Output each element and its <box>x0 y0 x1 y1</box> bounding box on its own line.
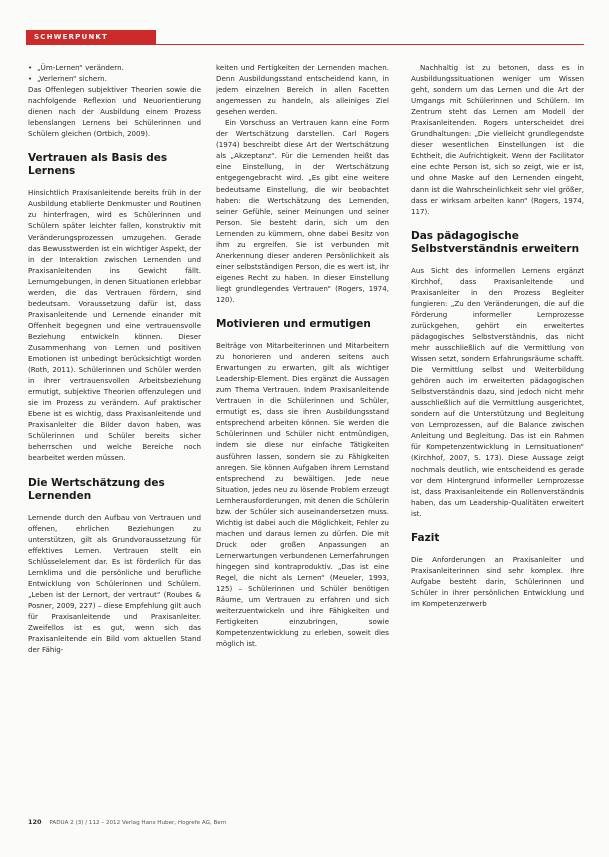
paragraph: Hinsichtlich Praxisanleitende bereits früh in der Ausbildung etablierte Denkmuster und Routinen zu hinterfragen, wird es Schülerinnen und Schülern später leichter fallen, konstruktiv mit Veränderungsprozessen umzugehen. Gerade das Bewusstwerden ist ein wichtiger Aspekt, der in der Interaktion zwischen Lernenden und Praxisanleitenden ins Gewicht fällt. Lernumgebungen, in denen Situationen erlebbar werden, die das Vertrauen fördern, sind bedeutsam. Voraussetzung dafür ist, dass Praxisanleitende und Lernende einander mit Offenheit begegnen und eine vertrauensvolle Beziehung entwickeln können. Dieser Zusammenhang von Lernen und positiven Emotionen ist unbedingt berücksichtigt worden (Roth, 2011). Schülerinnen und Schüler werden in ihrer vertrauensvollen Arbeitsbeziehung ermutigt, subjektive Theorien offenzulegen und sie im Prozess zu verändern. Auf praktischer Ebene ist es wichtig, dass Praxisanleitende und Praxisanleiter die Bilder davon haben, was Schülerinnen und Schüler bereits sicher beherrschen und welche Bereiche noch bearbeitet werden müssen. <box>28 188 202 463</box>
paragraph: Beiträge von Mitarbeiterinnen und Mitarbeitern zu honorieren und anderen seitens auch Erwartungen zu erwarten, gilt als wichtiger Leadership-Element. Dies ergänzt die Aussagen zum Thema Vertrauen. Indem Praxisanleitende Vertrauen in die Schülerinnen und Schüler, ermutigt es, dass sie ihren Ausbildungsstand entsprechend arbeiten können. Sie werden die Schülerinnen und Schüler nicht entmündigen, indem sie diese nur einfache Tätigkeiten ausführen lassen, sondern sie zu Fähigkeiten anregen. Sie können Aufgaben ihrem Lernstand entsprechend zu bewältigen. Jede neue Situation, jedes neu zu lösende Problem erzeugt Lernherausforderungen, mit denen die Schülerin bzw. der Schüler sich auseinandersetzen muss. Wichtig ist dabei auch die Möglichkeit, Fehler zu machen und daraus lernen zu dürfen. Die mit Druck oder großen Anpassungen an Lernerwartungen verbundenen Lernerfahrungen hingegen sind kontraproduktiv. „Das ist eine Regel, die nicht als Lernen“ (Meueler, 1993, 125) – Schülerinnen und Schüler benötigen Räume, um Vertrauen zu erfahren und sich weiterzuentwickeln und ihre Fähigkeiten und Fertigkeiten einzubringen, sowie Kompetenzentwicklung zu erleben, soweit dies möglich ist. <box>216 341 389 649</box>
section-label: SCHWERPUNKT <box>26 30 156 45</box>
section-heading: Motivieren und ermutigen <box>216 318 371 331</box>
section-heading: Vertrauen als Basis des Lernens <box>28 152 168 178</box>
column-3 <box>411 62 584 609</box>
paragraph: Nachhaltig ist zu betonen, dass es in Ausbildungssituationen weniger um Wissen geht, sondern um das Lernen und die Art der Umgangs mit Schülerinnen und Schülern. Im Zentrum steht das Lernen am Modell der Praxisanleitenden. Rogers unterscheidet drei Grundhaltungen: „Die vielleicht grundlegendste dieser wesentlichen Einstellungen ist die Echtheit, die Aufrichtigkeit. Wenn der Facilitator eine echte Person ist, sich so zeigt, wie er ist, und ohne Maske auf den Lernenden eingeht, dann ist die Wahrscheinlichkeit sehr viel größer, dass er wirksam arbeiten kann“ (Rogers, 1974, 117). <box>411 63 584 216</box>
column-2 <box>216 62 389 649</box>
paragraph: Die Anforderungen an Praxisanleiter und Praxisanleiterinnen sind sehr komplex. Ihre Aufgabe besteht darin, Schülerinnen und Schüler in ihrer persönlichen Entwicklung und im Kompetenzerwerb <box>411 554 584 608</box>
header-rule <box>156 44 584 45</box>
paragraph: keiten und Fertigkeiten der Lernenden machen. Denn Ausbildungsstand entscheidend kann, in jedem einzelnen Bereich in allen Facetten angemessen zu handeln, als alleiniges Ziel gesehen werden. <box>216 63 389 117</box>
footer-citation: PADUA 2 (3) / 112 – 2012 Verlag Hans Huber, Hogrefe AG, Bern <box>49 820 227 826</box>
bullet-list <box>28 62 201 84</box>
page-number: 120 <box>28 818 42 826</box>
bullet-item: • „Üm-Lernen“ verändern. <box>28 62 201 73</box>
section-heading: Das pädagogische Selbstverständnis erweitern <box>411 229 580 255</box>
column-1 <box>28 62 201 655</box>
page-footer <box>28 818 328 826</box>
paragraph: Das Offenlegen subjektiver Theorien sowie die nachfolgende Reflexion und Neuorientierung dienen nach der Ausbildung einem Prozess lebenslangen Lernens bei Schülerinnen und Schülern gleichen (Ortbich, 2009). <box>28 85 201 139</box>
paragraph: Lernende durch den Aufbau von Vertrauen und offenen, ehrlichen Beziehungen zu unterstützen, gilt als Grundvoraussetzung für effektives Lernen. Vertrauen stellt ein Schlüsselelement dar. Es ist förderlich für das Lernklima und die persönliche und berufliche Entwicklung von Schülerinnen und Schülern. „Leben ist der Lernort, der vertraut“ (Roubes & Posner, 2009, 227) – diese Empfehlung gilt auch für Praxisanleitende und Praxisanleiter. Zweifellos ist es gut, wenn sich das Praxisanleitende ein Bild vom aktuellen Stand der Fähig- <box>28 512 201 655</box>
paragraph: Ein Vorschuss an Vertrauen kann eine Form der Wertschätzung darstellen. Carl Rogers (1974) beschreibt diese Art der Wertschätzung als „Akzeptanz“. Für die Lernenden heißt das eine Einstellung, in der Wertschätzung entgegengebracht wird. „Es gibt eine weitere bedeutsame Einstellung, die wir beobachtet haben: die Wertschätzung des Lernenden, seiner Gefühle, seiner Meinungen und seiner Person. Sie besteht darin, sich um den Lernenden zu kümmern, ohne dabei Besitz von ihm zu ergreifen. Sie ist verbunden mit Anerkennung dieser anderen Persönlichkeit als einer selbstständigen Person, die es wert ist, ihr eigenes Recht zu haben. In dieser Einstellung liegt grundlegendes Vertrauen“ (Rogers, 1974, 120). <box>216 118 389 304</box>
paragraph: Aus Sicht des informellen Lernens ergänzt Kirchhof, dass Praxisanleitende und Praxisanleiter in den Prozess Begleiter fungieren: „Zu den Veränderungen, die auf die Förderung informeller Lernprozesse zurückgehen, gehört ein erweitertes pädagogisches Selbstverständnis, das nicht mehr ausschließlich auf die Vermittlung von Wissen setzt, sondern Erfahrungsräume schafft. Die Vermittlung selbst und Weiterbildung gehören auch im erweiterten pädagogischen Selbstverständnis dazu, sind jedoch nicht mehr ausschließlich auf die Vermittlung ausgerichtet, sondern auf die Unterstützung und Begleitung von Lernprozessen, auf die Balance zwischen Anleitung und Begleitung. Das ist ein Rahmen für Kompetenzentwicklung in Lernsituationen“ (Kirchhof, 2007, S. 173). Diese Aussage zeigt nochmals deutlich, wie entscheidend es gerade vor dem Hintergrund informeller Lernprozesse ist, dass Praxisanleitende ein Rollenverständnis haben, das um Leadership-Qualitäten erweitert ist. <box>411 265 584 518</box>
section-heading: Fazit <box>411 531 440 544</box>
section-heading: Die Wertschätzung des Lernenden <box>28 476 165 502</box>
bullet-item: • „Verlernen“ sichern. <box>28 73 201 84</box>
